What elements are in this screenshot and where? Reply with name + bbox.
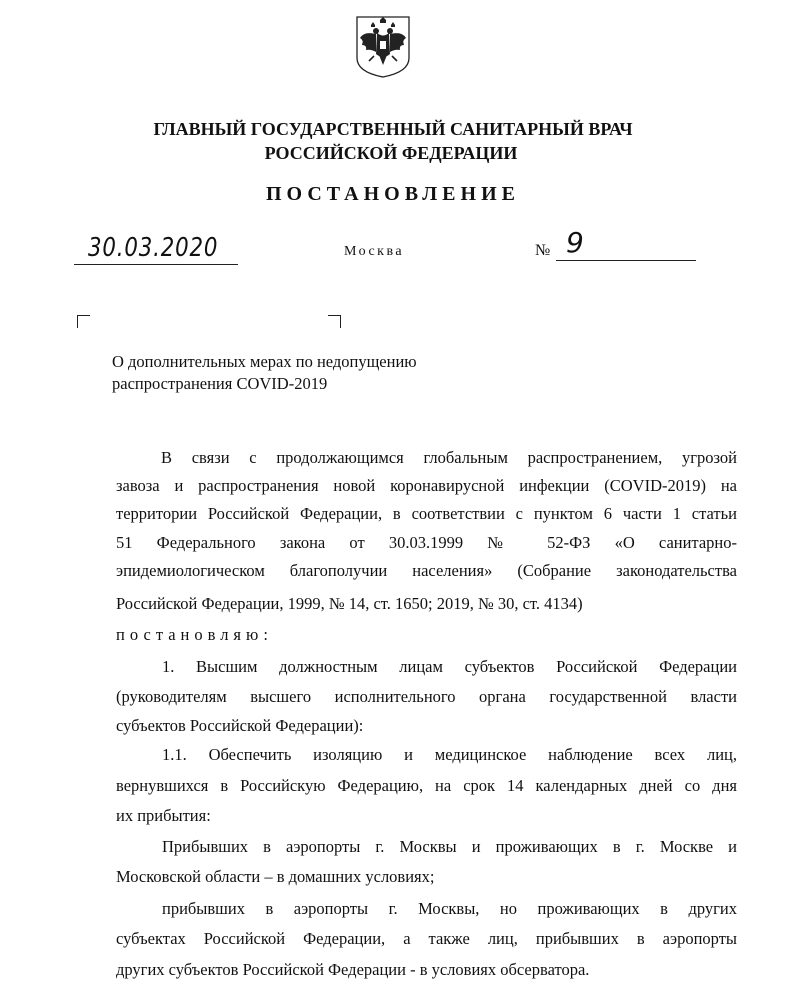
body-line: субъектах Российской Федерации, а также лиц, прибывших в аэропорты (116, 929, 737, 948)
body-line: 51 Федерального закона от 30.03.1999 № 52-ФЗ «О санитарно- (116, 533, 737, 552)
subject-line-1: О дополнительных мерах по недопущению (112, 352, 417, 371)
body-line: других субъектов Российской Федерации - в условиях обсерватора. (116, 960, 590, 979)
body-line: Российской Федерации, 1999, № 14, ст. 1650; 2019, № 30, ст. 4134) (116, 594, 583, 613)
body-line: эпидемиологическом благополучии населения» (Собрание законодательства (116, 561, 737, 580)
city: Москва (344, 244, 405, 259)
body-line: 1. Высшим должностным лицам субъектов Российской Федерации (162, 657, 737, 676)
body-line: прибывших в аэропорты г. Москвы, но проживающих в других (162, 899, 737, 918)
number-field (556, 226, 696, 261)
date-field (74, 232, 238, 265)
corner-bracket-left (77, 315, 90, 328)
body-line: субъектов Российской Федерации): (116, 716, 364, 735)
handwritten-number: 9 (566, 226, 584, 259)
body-line: Московской области – в домашних условиях; (116, 867, 435, 886)
subject-line-2: распространения COVID-2019 (112, 374, 328, 393)
body-line: (руководителям высшего исполнительного органа государственной власти (116, 687, 737, 706)
authority-line-2: РОССИЙСКОЙ ФЕДЕРАЦИИ (264, 143, 518, 163)
body-line: 1.1. Обеспечить изоляцию и медицинское наблюдение всех лиц, (162, 745, 737, 764)
number-sign: № (535, 242, 551, 259)
body-line: их прибытия: (116, 806, 211, 825)
body-line: завоза и распространения новой коронавирусной инфекции (COVID-2019) на (116, 476, 737, 495)
body-line: вернувшихся в Российскую Федерацию, на срок 14 календарных дней со дня (116, 776, 737, 795)
body-line-resolve: постановляю: (116, 625, 273, 644)
authority-line-1: ГЛАВНЫЙ ГОСУДАРСТВЕННЫЙ САНИТАРНЫЙ ВРАЧ (153, 119, 633, 139)
coat-of-arms-icon (354, 14, 412, 80)
body-line: территории Российской Федерации, в соответствии с пунктом 6 части 1 статьи (116, 504, 737, 523)
corner-bracket-right (328, 315, 341, 328)
handwritten-date: 30.03.2020 (88, 233, 219, 263)
body-line: Прибывших в аэропорты г. Москвы и проживающих в г. Москве и (162, 837, 737, 856)
body-line: В связи с продолжающимся глобальным распространением, угрозой (161, 448, 737, 467)
document-type: ПОСТАНОВЛЕНИЕ (266, 183, 520, 205)
